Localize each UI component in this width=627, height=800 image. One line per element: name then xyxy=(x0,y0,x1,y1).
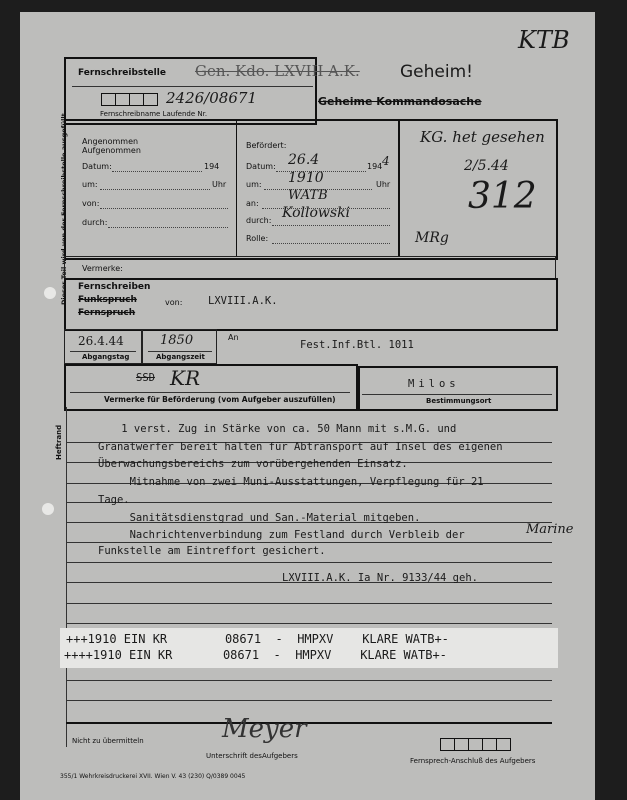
corner-mark: KTB xyxy=(518,26,570,54)
received-year: 194 xyxy=(204,162,220,171)
station-label: Fernschreibstelle xyxy=(78,68,166,78)
forwarded-uhr: Uhr xyxy=(376,180,391,189)
number-box-2 xyxy=(115,93,130,106)
margin-line xyxy=(66,407,67,747)
signature-caption-1: Unterschrift des xyxy=(206,752,262,760)
from-label: von: xyxy=(165,298,183,307)
stamp-line-1: KG. het gesehen xyxy=(420,128,545,146)
received-from-line xyxy=(100,208,228,209)
forwarded-role-label: Rolle: xyxy=(246,234,269,243)
ruled-line-4 xyxy=(66,502,552,503)
body-line-5: Tage. xyxy=(98,494,130,506)
body-line-2: Granatwerfer bereit halten für Abtransport auf Insel des eigenen xyxy=(98,441,503,453)
forwarded-via-value: Kollowski xyxy=(282,205,351,221)
number-box-4 xyxy=(143,93,158,106)
forwarded-time-value: 1910 xyxy=(288,170,324,186)
phone-box-3 xyxy=(468,738,483,751)
received-time-label: um: xyxy=(82,180,98,189)
station-value: Gen. Kdo. LXVIII A.K. xyxy=(195,62,360,80)
routing-line xyxy=(70,392,350,393)
stamp-number: 312 xyxy=(468,176,537,217)
forwarded-date-label: Datum: xyxy=(246,162,276,171)
received-from-label: von: xyxy=(82,199,100,208)
phone-box-4 xyxy=(482,738,497,751)
routing-struck: SSD xyxy=(136,372,155,384)
received-date-line xyxy=(112,171,202,172)
signature-hand: Meyer xyxy=(222,714,307,744)
ruled-line-10 xyxy=(66,623,552,624)
strip-line-2: ++++1910 EIN KR 08671 - HMPXV KLARE WATB+- xyxy=(64,648,447,662)
forwarded-year-value: 4 xyxy=(382,154,390,168)
dispatch-time-line xyxy=(148,351,212,352)
side-label: Heftrand xyxy=(55,424,63,460)
routing-caption: Vermerke für Beförderung (vom Aufgeber auszufüllen) xyxy=(104,395,336,404)
forwarded-to-value: WATB xyxy=(288,188,328,203)
number-box-3 xyxy=(129,93,144,106)
ruled-line-6 xyxy=(66,542,552,543)
strip-line-1: +++1910 EIN KR 08671 - HMPXV KLARE WATB+- xyxy=(66,632,449,646)
forwarded-via-line xyxy=(272,225,390,226)
destination-caption: Bestimmungsort xyxy=(426,397,492,405)
received-via-line xyxy=(108,227,228,228)
dispatch-to-label: An xyxy=(228,333,239,342)
phone-box-2 xyxy=(454,738,469,751)
printer-note: 355/1 Wehrkreisdruckerei XVII. Wien V. 43 (230) Q/0389 0045 xyxy=(60,773,246,780)
admin-divider-2 xyxy=(398,121,400,256)
ruled-line-9 xyxy=(66,603,552,604)
dispatch-day-caption: Abgangstag xyxy=(82,353,130,361)
body-line-1: 1 verst. Zug in Stärke von ca. 50 Mann mit s.M.G. und xyxy=(96,423,457,435)
type-radio-struck: Funkspruch xyxy=(78,295,137,305)
received-date-label: Datum: xyxy=(82,162,112,171)
dispatch-day-value: 26.4.44 xyxy=(78,334,124,348)
body-line-6: Sanitätsdienstgrad und San.-Material mitgeben. xyxy=(98,512,421,524)
received-uhr: Uhr xyxy=(212,180,227,189)
forwarded-role-line xyxy=(272,243,390,244)
signature-caption-2: Aufgebers xyxy=(262,752,298,760)
body-line-3: Überwachungsbereichs zum vorübergehenden Einsatz. xyxy=(98,458,408,470)
dispatch-to-value: Fest.Inf.Btl. 1011 xyxy=(300,339,414,351)
routing-hand: KR xyxy=(170,366,200,390)
phone-caption: Fernsprech-Anschluß des Aufgebers xyxy=(410,757,536,765)
forwarded-via-label: durch: xyxy=(246,216,272,225)
type-phone-struck: Fernspruch xyxy=(78,308,136,318)
forwarded-date-value: 26.4 xyxy=(288,152,320,168)
received-via-label: durch: xyxy=(82,218,108,227)
not-transmit-label: Nicht zu übermitteln xyxy=(72,737,144,745)
secret-command-struck: Geheime Kommandosache xyxy=(318,95,482,108)
dispatch-time-caption: Abgangszeit xyxy=(156,353,205,361)
body-line-8: Funkstelle am Eintreffort gesichert. xyxy=(98,545,326,557)
body-insert: Marine xyxy=(526,522,574,537)
dispatch-day-line xyxy=(70,351,136,352)
phone-box-1 xyxy=(440,738,455,751)
remarks-label: Vermerke: xyxy=(82,264,123,273)
received-title-1: Angenommen xyxy=(82,137,139,146)
ruled-line-11 xyxy=(66,680,552,681)
footer-rule xyxy=(66,722,552,724)
from-value: LXVIII.A.K. xyxy=(208,295,278,307)
number-box-1 xyxy=(101,93,116,106)
reference-line: LXVIII.A.K. Ia Nr. 9133/44 geh. xyxy=(282,572,478,584)
remarks-frame xyxy=(64,256,556,280)
received-title-2: Aufgenommen xyxy=(82,146,141,155)
header-divider xyxy=(72,86,313,87)
forwarded-time-label: um: xyxy=(246,180,262,189)
number-value: 2426/08671 xyxy=(166,89,257,107)
number-caption: Fernschreibname Laufende Nr. xyxy=(100,110,208,118)
stamp-initials: MRg xyxy=(415,230,449,246)
phone-box-5 xyxy=(496,738,511,751)
admin-divider-1 xyxy=(236,121,237,256)
body-line-4: Mitnahme von zwei Muni-Ausstattungen, Verpflegung für 21 xyxy=(98,476,484,488)
dispatch-time-value: 1850 xyxy=(160,333,194,348)
secret-label: Geheim! xyxy=(400,62,473,82)
destination-line xyxy=(362,394,552,395)
forwarded-year: 194 xyxy=(367,162,383,171)
received-time-line xyxy=(100,189,210,190)
punch-hole-bottom xyxy=(42,503,54,515)
stamp-line-2: 2/5.44 xyxy=(464,158,509,174)
type-teletype: Fernschreiben xyxy=(78,282,151,292)
punch-hole-top xyxy=(44,287,56,299)
ruled-line-7 xyxy=(66,562,552,563)
vertical-note: Dieser Teil wird von der Fernschreibstelle ausgefüllt xyxy=(60,113,68,305)
destination-value: Milos xyxy=(408,378,460,390)
forwarded-to-label: an: xyxy=(246,199,259,208)
forwarded-title: Befördert: xyxy=(246,141,287,150)
body-line-7: Nachrichtenverbindung zum Festland durch Verbleib der xyxy=(98,529,465,541)
ruled-line-12 xyxy=(66,700,552,701)
